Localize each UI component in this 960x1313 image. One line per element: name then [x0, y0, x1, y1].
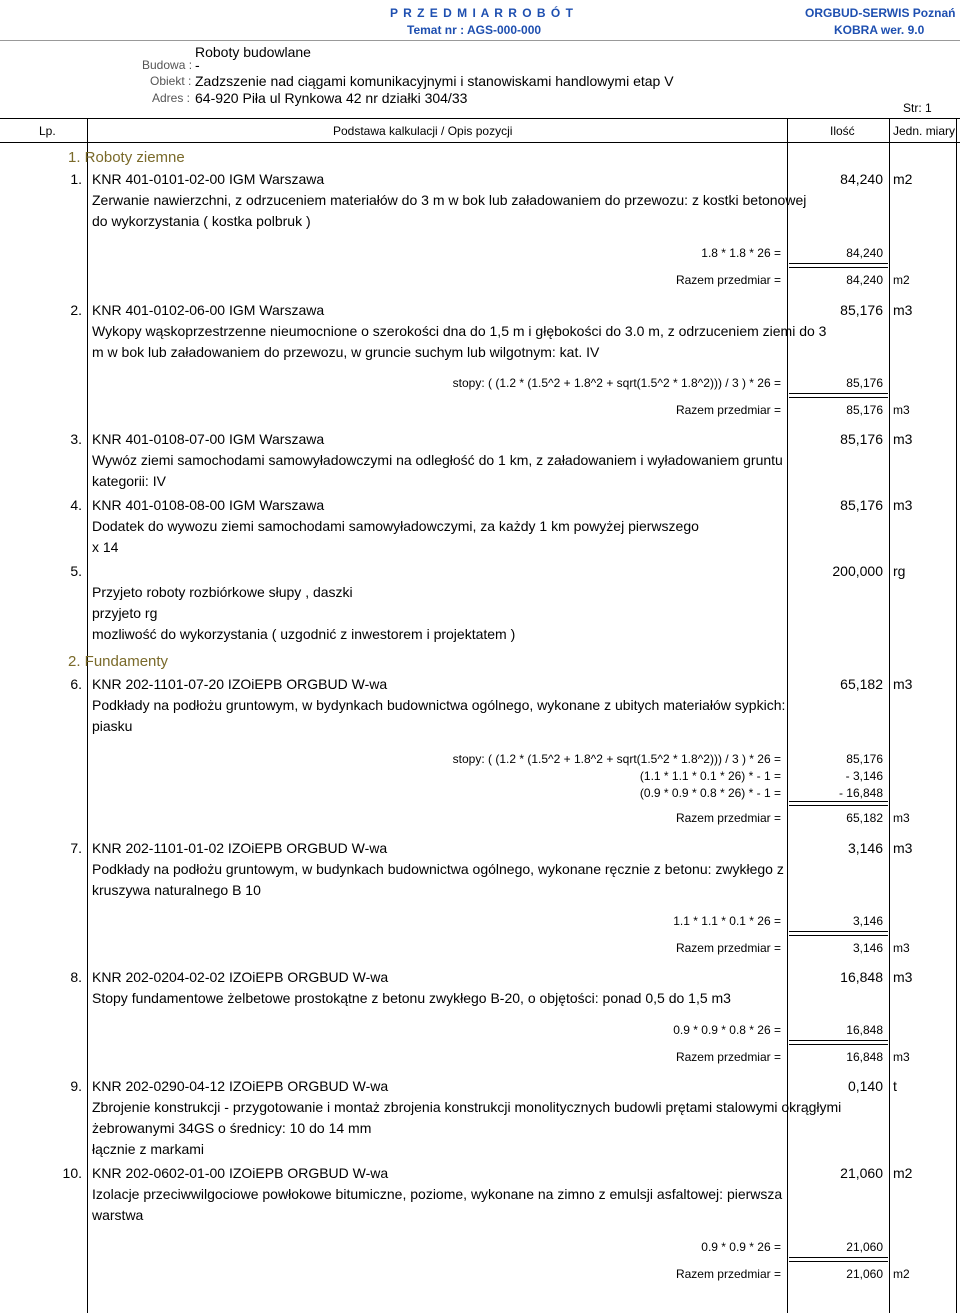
item-description: Wywóz ziemi samochodami samowyładowczymi na odległość do 1 km, z załadowaniem i wyładowaniem gruntu: [92, 452, 783, 468]
calc-value: - 16,848: [838, 786, 883, 800]
total-double-rule: [789, 931, 888, 936]
adres-value: 64-920 Piła ul Rynkowa 42 nr działki 304/33: [195, 90, 468, 106]
calc-expression: (1.1 * 1.1 * 0.1 * 26) * - 1 =: [639, 769, 781, 783]
item-unit: m2: [893, 171, 913, 187]
calc-expression: 1.8 * 1.8 * 26 =: [701, 246, 781, 260]
calc-expression: (0.9 * 0.9 * 0.8 * 26) * - 1 =: [639, 786, 781, 800]
col-unit: Jedn. miary: [893, 124, 956, 138]
item-basis: KNR 401-0108-07-00 IGM Warszawa: [92, 431, 325, 447]
calc-expression: stopy: ( (1.2 * (1.5^2 + 1.8^2 + sqrt(1.5^2 * 1.8^2))) / 3 ) * 26 =: [452, 376, 781, 390]
obiekt-label: Obiekt :: [150, 74, 192, 88]
company-name: ORGBUD-SERWIS Poznań: [805, 6, 956, 20]
calc-expression: stopy: ( (1.2 * (1.5^2 + 1.8^2 + sqrt(1.5^2 * 1.8^2))) / 3 ) * 26 =: [452, 752, 781, 766]
section-title: 1. Roboty ziemne: [68, 149, 185, 166]
item-description: przyjeto rg: [92, 605, 158, 621]
total-label: Razem przedmiar =: [675, 273, 781, 287]
item-description: Zbrojenie konstrukcji - przygotowanie i montaż zbrojenia konstrukcji monolitycznych budowli prętami stalowymi okrągłymi: [92, 1099, 842, 1115]
item-lp: 5.: [70, 563, 82, 579]
calc-expression: 0.9 * 0.9 * 0.8 * 26 =: [673, 1023, 781, 1037]
grid-line-right: [956, 118, 957, 1313]
col-qty: Ilość: [830, 124, 855, 138]
item-unit: m3: [893, 497, 913, 513]
calc-value: 84,240: [846, 246, 883, 260]
item-quantity: 21,060: [840, 1165, 883, 1181]
item-description: Zerwanie nawierzchni, z odrzuceniem materiałów do 3 m w bok lub załadowaniem do przewozu: z kostki betonowej: [92, 192, 807, 208]
page-number: Str: 1: [903, 101, 932, 115]
calc-value: 3,146: [852, 914, 883, 928]
item-description: kategorii: IV: [92, 473, 166, 489]
total-value: 84,240: [846, 273, 883, 287]
item-description: łącznie z markami: [92, 1141, 205, 1157]
grid-line-unit: [889, 118, 890, 1313]
table-top-line: [0, 118, 960, 119]
total-label: Razem przedmiar =: [675, 811, 781, 825]
item-quantity: 16,848: [840, 969, 883, 985]
item-unit: m3: [893, 969, 913, 985]
col-lp: Lp.: [39, 124, 56, 138]
calc-value: 21,060: [846, 1240, 883, 1254]
item-lp: 6.: [70, 676, 82, 692]
item-description: Dodatek do wywozu ziemi samochodami samowyładowczymi, za każdy 1 km powyżej pierwszego: [92, 518, 699, 534]
item-unit: m3: [893, 840, 913, 856]
item-lp: 9.: [70, 1078, 82, 1094]
total-unit: m2: [893, 1267, 910, 1281]
obiekt-value: Zadzszenie nad ciągami komunikacyjnymi i stanowiskami handlowymi etap V: [195, 73, 674, 89]
item-basis: KNR 401-0102-06-00 IGM Warszawa: [92, 302, 325, 318]
calc-expression: 1.1 * 1.1 * 0.1 * 26 =: [673, 914, 781, 928]
item-lp: 8.: [70, 969, 82, 985]
item-description: Stopy fundamentowe żelbetowe prostokątne z betonu zwykłego B-20, o objętości: ponad 0,5 do 1,5 m3: [92, 990, 731, 1006]
total-double-rule: [789, 1257, 888, 1262]
budowa-value: -: [195, 57, 200, 73]
total-value: 21,060: [846, 1267, 883, 1281]
item-description: Podkłady na podłożu gruntowym, w budynkach budownictwa ogólnego, wykonane ręcznie z betonu: zwykłego z: [92, 861, 784, 877]
item-description: Podkłady na podłożu gruntowym, w bydynkach budownictwa ogólnego, wykonane z ubitych materiałów sypkich:: [92, 697, 786, 713]
item-quantity: 0,140: [847, 1078, 883, 1094]
item-quantity: 85,176: [840, 431, 883, 447]
item-description: Przyjeto roboty rozbiórkowe słupy , daszki: [92, 584, 353, 600]
item-lp: 1.: [70, 171, 82, 187]
item-lp: 7.: [70, 840, 82, 856]
work-type: Roboty budowlane: [195, 44, 311, 60]
item-basis: KNR 202-1101-07-20 IZOiEPB ORGBUD W-wa: [92, 676, 388, 692]
item-quantity: 84,240: [840, 171, 883, 187]
software-version: KOBRA wer. 9.0: [834, 23, 925, 37]
item-basis: KNR 202-0602-01-00 IZOiEPB ORGBUD W-wa: [92, 1165, 389, 1181]
item-basis: KNR 401-0101-02-00 IGM Warszawa: [92, 171, 325, 187]
item-quantity: 65,182: [840, 676, 883, 692]
item-quantity: 200,000: [832, 563, 883, 579]
col-basis: Podstawa kalkulacji / Opis pozycji: [333, 124, 513, 138]
total-value: 3,146: [852, 941, 883, 955]
total-value: 16,848: [846, 1050, 883, 1064]
item-unit: m3: [893, 431, 913, 447]
total-value: 65,182: [846, 811, 883, 825]
document-title: P R Z E D M I A R R O B Ó T: [390, 6, 574, 20]
total-unit: m3: [893, 941, 910, 955]
budowa-label: Budowa :: [142, 58, 193, 72]
total-label: Razem przedmiar =: [675, 403, 781, 417]
total-double-rule: [789, 1040, 888, 1045]
total-unit: m3: [893, 403, 910, 417]
calc-value: 16,848: [846, 1023, 883, 1037]
total-double-rule: [789, 263, 888, 268]
item-description: x 14: [92, 539, 119, 555]
total-unit: m2: [893, 273, 910, 287]
item-unit: m3: [893, 302, 913, 318]
item-unit: t: [893, 1078, 897, 1094]
item-description: mozliwość do wykorzystania ( uzgodnić z inwestorem i projektatem ): [92, 626, 516, 642]
item-unit: m3: [893, 676, 913, 692]
header-divider: [0, 40, 960, 41]
item-description: Wykopy wąskoprzestrzenne nieumocnione o szerokości dna do 1,5 m i głębokości do 3.0 m, z odrzuceniem ziemi do 3: [92, 323, 827, 339]
calc-value: 85,176: [846, 376, 883, 390]
item-lp: 2.: [70, 302, 82, 318]
total-unit: m3: [893, 811, 910, 825]
total-label: Razem przedmiar =: [675, 941, 781, 955]
item-description: Izolacje przeciwwilgociowe powłokowe bitumiczne, poziome, wykonane na zimno z emulsji asfaltowej: pierwsza: [92, 1186, 783, 1202]
item-lp: 10.: [62, 1165, 82, 1181]
item-quantity: 85,176: [840, 497, 883, 513]
item-quantity: 85,176: [840, 302, 883, 318]
section-title: 2. Fundamenty: [68, 653, 169, 670]
item-basis: KNR 202-0290-04-12 IZOiEPB ORGBUD W-wa: [92, 1078, 389, 1094]
total-value: 85,176: [846, 403, 883, 417]
total-double-rule: [789, 393, 888, 398]
grid-line-qty: [787, 118, 788, 1313]
item-unit: rg: [893, 563, 906, 579]
calc-expression: 0.9 * 0.9 * 26 =: [701, 1240, 781, 1254]
calc-value: 85,176: [846, 752, 883, 766]
item-description: m w bok lub załadowaniem do przewozu, w gruncie suchym lub wilgotnym: kat. IV: [92, 344, 600, 360]
item-lp: 4.: [70, 497, 82, 513]
item-lp: 3.: [70, 431, 82, 447]
item-description: do wykorzystania ( kostka polbruk ): [92, 213, 311, 229]
table-header-bottom-line: [0, 142, 960, 143]
item-description: kruszywa naturalnego B 10: [92, 882, 261, 898]
total-double-rule: [789, 801, 888, 806]
calc-value: - 3,146: [845, 769, 883, 783]
item-basis: KNR 202-0204-02-02 IZOiEPB ORGBUD W-wa: [92, 969, 389, 985]
item-description: żebrowanymi 34GS o średnicy: 10 do 14 mm: [92, 1120, 372, 1136]
total-label: Razem przedmiar =: [675, 1267, 781, 1281]
adres-label: Adres :: [152, 91, 191, 105]
total-unit: m3: [893, 1050, 910, 1064]
item-unit: m2: [893, 1165, 913, 1181]
item-quantity: 3,146: [847, 840, 883, 856]
item-basis: KNR 401-0108-08-00 IGM Warszawa: [92, 497, 325, 513]
topic-number: Temat nr : AGS-000-000: [407, 23, 542, 37]
item-description: warstwa: [92, 1207, 144, 1223]
grid-line-lp: [87, 118, 88, 1313]
total-label: Razem przedmiar =: [675, 1050, 781, 1064]
item-basis: KNR 202-1101-01-02 IZOiEPB ORGBUD W-wa: [92, 840, 388, 856]
item-description: piasku: [92, 718, 133, 734]
